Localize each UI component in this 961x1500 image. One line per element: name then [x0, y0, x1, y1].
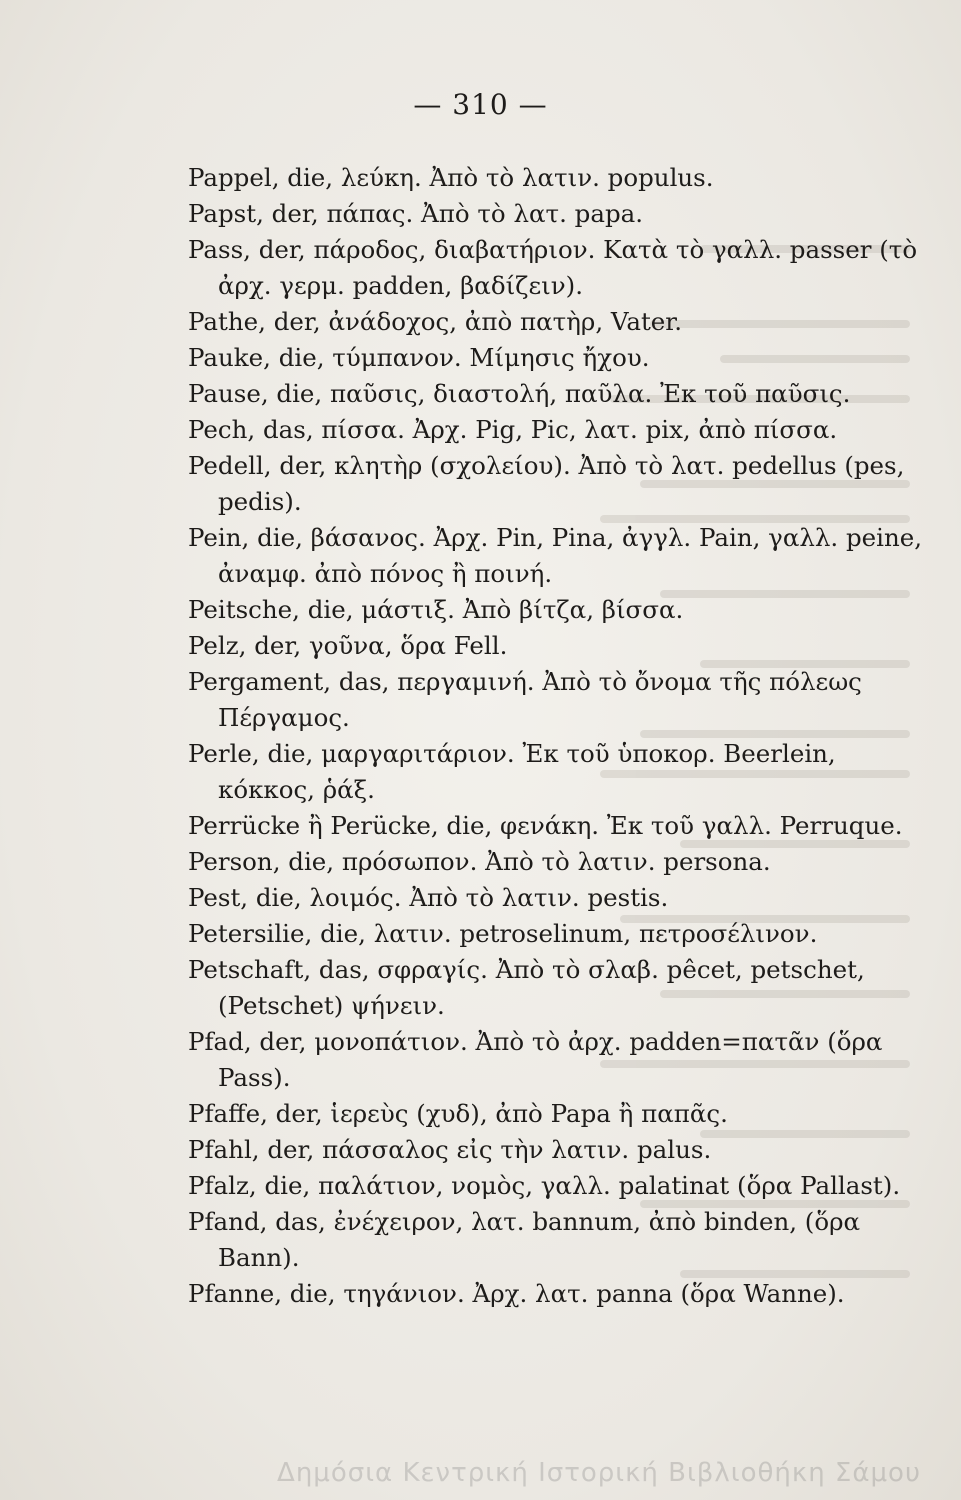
dictionary-entry: Pein, die, βάσανος. Ἀρχ. Pin, Pina, ἀγγλ. Pain, γαλλ. peine, ἀναμφ. ἀπὸ πόνος ἢ ποινή.	[188, 523, 923, 588]
dictionary-entry: Perrücke ἢ Perücke, die, φενάκη. Ἐκ τοῦ γαλλ. Perruque.	[188, 811, 903, 840]
dictionary-entry: Pech, das, πίσσα. Ἀρχ. Pig, Pic, λατ. pix, ἀπὸ πίσσα.	[188, 415, 838, 444]
dictionary-entry: Pfanne, die, τηγάνιον. Ἀρχ. λατ. panna (ὅρα Wanne).	[188, 1279, 845, 1308]
dictionary-entry: Pauke, die, τύμπανον. Μίμησις ἤχου.	[188, 343, 650, 372]
dictionary-entry: Pappel, die, λεύκη. Ἀπὸ τὸ λατιν. populus.	[188, 163, 714, 192]
dictionary-entries	[188, 160, 923, 1312]
dictionary-entry: Pergament, das, περγαμινή. Ἀπὸ τὸ ὄνομα τῆς πόλεως Πέργαμος.	[188, 667, 862, 732]
dictionary-entry: Pfaffe, der, ἱερεὺς (χυδ), ἀπὸ Papa ἢ παπᾶς.	[188, 1099, 728, 1128]
dictionary-entry: Pathe, der, ἀνάδοχος, ἀπὸ πατὴρ, Vater.	[188, 307, 683, 336]
dictionary-entry: Pfand, das, ἐνέχειρον, λατ. bannum, ἀπὸ binden, (ὅρα Bann).	[188, 1207, 861, 1272]
dictionary-entry: Petschaft, das, σφραγίς. Ἀπὸ τὸ σλαβ. pêcet, petschet, (Petschet) ψήνειν.	[188, 955, 865, 1020]
dictionary-entry: Pfad, der, μονοπάτιον. Ἀπὸ τὸ ἀρχ. padden=πατᾶν (ὅρα Pass).	[188, 1027, 883, 1092]
dictionary-entry: Pedell, der, κλητὴρ (σχολείου). Ἀπὸ τὸ λατ. pedellus (pes, pedis).	[188, 451, 905, 516]
library-watermark: Δημόσια Κεντρική Ιστορική Βιβλιοθήκη Σάμου	[277, 1458, 921, 1488]
dictionary-entry: Pfalz, die, παλάτιον, νομὸς, γαλλ. palatinat (ὅρα Pallast).	[188, 1171, 901, 1200]
dictionary-entry: Pelz, der, γοῦνα, ὅρα Fell.	[188, 631, 508, 660]
dictionary-entry: Pause, die, παῦσις, διαστολή, παῦλα. Ἐκ τοῦ παῦσις.	[188, 379, 851, 408]
dictionary-entry: Person, die, πρόσωπον. Ἀπὸ τὸ λατιν. persona.	[188, 847, 771, 876]
dictionary-entry: Pass, der, πάροδος, διαβατήριον. Κατὰ τὸ γαλλ. passer (τὸ ἀρχ. γερμ. padden, βαδίζειν).	[188, 235, 918, 300]
page-number: — 310 —	[413, 88, 548, 121]
dictionary-entry: Pfahl, der, πάσσαλος εἰς τὴν λατιν. palus.	[188, 1135, 712, 1164]
dictionary-entry: Pest, die, λοιμός. Ἀπὸ τὸ λατιν. pestis.	[188, 883, 669, 912]
dictionary-entry: Petersilie, die, λατιν. petroselinum, πετροσέλινον.	[188, 919, 818, 948]
dictionary-entry: Peitsche, die, μάστιξ. Ἀπὸ βίτζα, βίσσα.	[188, 595, 684, 624]
dictionary-entry: Papst, der, πάπας. Ἀπὸ τὸ λατ. papa.	[188, 199, 644, 228]
dictionary-entry: Perle, die, μαργαριτάριον. Ἐκ τοῦ ὑποκορ. Beerlein, κόκκος, ῥάξ.	[188, 739, 836, 804]
